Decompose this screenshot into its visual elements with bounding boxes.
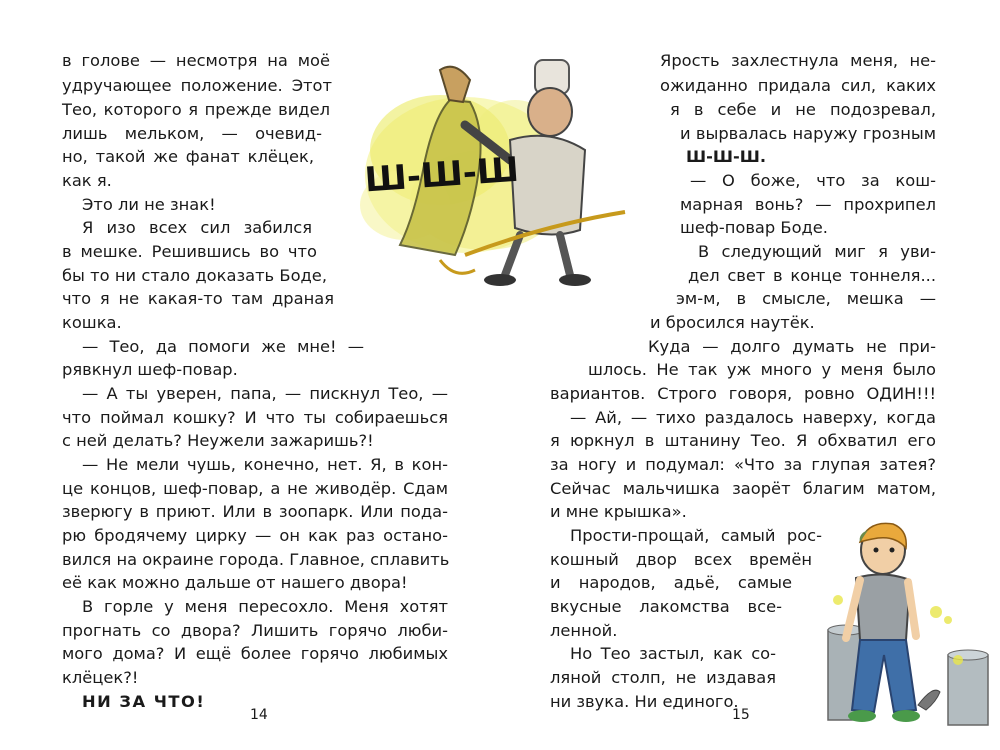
text-line: рю бродячему цирку — он как раз остано- — [62, 526, 448, 545]
text-line: с ней делать? Неужели зажаришь?! — [62, 431, 374, 450]
text-line: что поймал кошку? И что ты собираешься — [62, 408, 448, 427]
hiss-sound-effect: Ш-Ш-Ш — [363, 149, 521, 201]
boy-illustration — [808, 520, 998, 740]
text-line: шлось. Не так уж много у меня было — [588, 360, 936, 379]
text-line: но, такой же фанат клёцек, — [62, 147, 314, 166]
text-line: рявкнул шеф-повар. — [62, 360, 238, 379]
text-line: — Не мели чушь, конечно, нет. Я, в кон- — [82, 455, 448, 474]
text-line: я юркнул в штанину Тео. Я обхватил его — [550, 431, 936, 450]
text-line: дел свет в конце тоннеля... — [688, 266, 936, 285]
text-line: мого дома? И ещё более горячо любимых — [62, 644, 448, 663]
text-line: В горле у меня пересохло. Меня хотят — [82, 597, 448, 616]
page-number-right: 15 — [732, 707, 750, 723]
text-line: — О боже, что за кош- — [690, 171, 936, 190]
text-line: прогнать со двора? Лишить горячо люби- — [62, 621, 448, 640]
text-line: удручающее положение. Этот — [62, 76, 332, 95]
text-line: я в себе и не подозревал, — [670, 100, 936, 119]
text-line: Тео, которого я прежде видел — [62, 100, 330, 119]
text-line: марная вонь? — прохрипел — [680, 195, 936, 214]
text-line: — Тео, да помоги же мне! — — [82, 337, 364, 356]
text-line: шеф-повар Боде. — [680, 218, 828, 237]
text-line: вариантов. Строго говоря, ровно ОДИН!!! — [550, 384, 936, 403]
text-line: В следующий миг я уви- — [698, 242, 936, 261]
text-line: что я не какая-то там драная — [62, 289, 334, 308]
text-line: ляной столп, не издавая — [550, 668, 776, 687]
text-line-emphasis: НИ ЗА ЧТО! — [82, 692, 206, 711]
text-line: в мешке. Решившись во что — [62, 242, 317, 261]
text-line: Но Тео застыл, как со- — [570, 644, 776, 663]
text-line: и мне крышка». — [550, 502, 687, 521]
text-line: Куда — долго думать не при- — [648, 337, 936, 356]
text-line: лишь мельком, — очевид- — [62, 124, 322, 143]
text-line: кошный двор всех времён — [550, 550, 812, 569]
text-line: ленной. — [550, 621, 618, 640]
chef-illustration — [345, 40, 635, 290]
text-line-emphasis: Ш-Ш-Ш. — [686, 147, 767, 166]
text-line: за ногу и подумал: «Что за глупая затея? — [550, 455, 936, 474]
text-line: вился на окраине города. Главное, сплавить — [62, 550, 450, 569]
text-line: как я. — [62, 171, 112, 190]
text-line: и вырвалась наружу грозным — [680, 124, 936, 143]
text-line: Сейчас мальчишка заорёт благим матом, — [550, 479, 936, 498]
text-line: и народов, адьё, самые — [550, 573, 792, 592]
text-line: её как можно дальше от нашего двора! — [62, 573, 408, 592]
page-number-left: 14 — [250, 707, 268, 723]
text-line: Это ли не знак! — [82, 195, 216, 214]
text-line: кошка. — [62, 313, 122, 332]
text-line: ни звука. Ни единого. — [550, 692, 739, 711]
text-line: Я изо всех сил забился — [82, 218, 312, 237]
text-line: Прости-прощай, самый рос- — [570, 526, 822, 545]
text-line: Ярость захлестнула меня, не- — [660, 51, 936, 70]
text-line: ожиданно придала сил, каких — [660, 76, 936, 95]
boy-figure — [846, 523, 940, 722]
text-line: — Ай, — тихо раздалось наверху, когда — [570, 408, 936, 427]
text-line: — А ты уверен, папа, — пискнул Тео, — — [82, 384, 448, 403]
text-line: эм-м, в смысле, мешка — — [676, 289, 936, 308]
text-line: в голове — несмотря на моё — [62, 51, 330, 70]
text-line: це концов, шеф-повар, а не живодёр. Сдам — [62, 479, 448, 498]
text-line: вкусные лакомства все- — [550, 597, 782, 616]
text-line: клёцек?! — [62, 668, 139, 687]
text-line: и бросился наутёк. — [650, 313, 815, 332]
text-line: зверюгу в приют. Или в зоопарк. Или пода- — [62, 502, 448, 521]
text-line: бы то ни стало доказать Боде, — [62, 266, 327, 285]
